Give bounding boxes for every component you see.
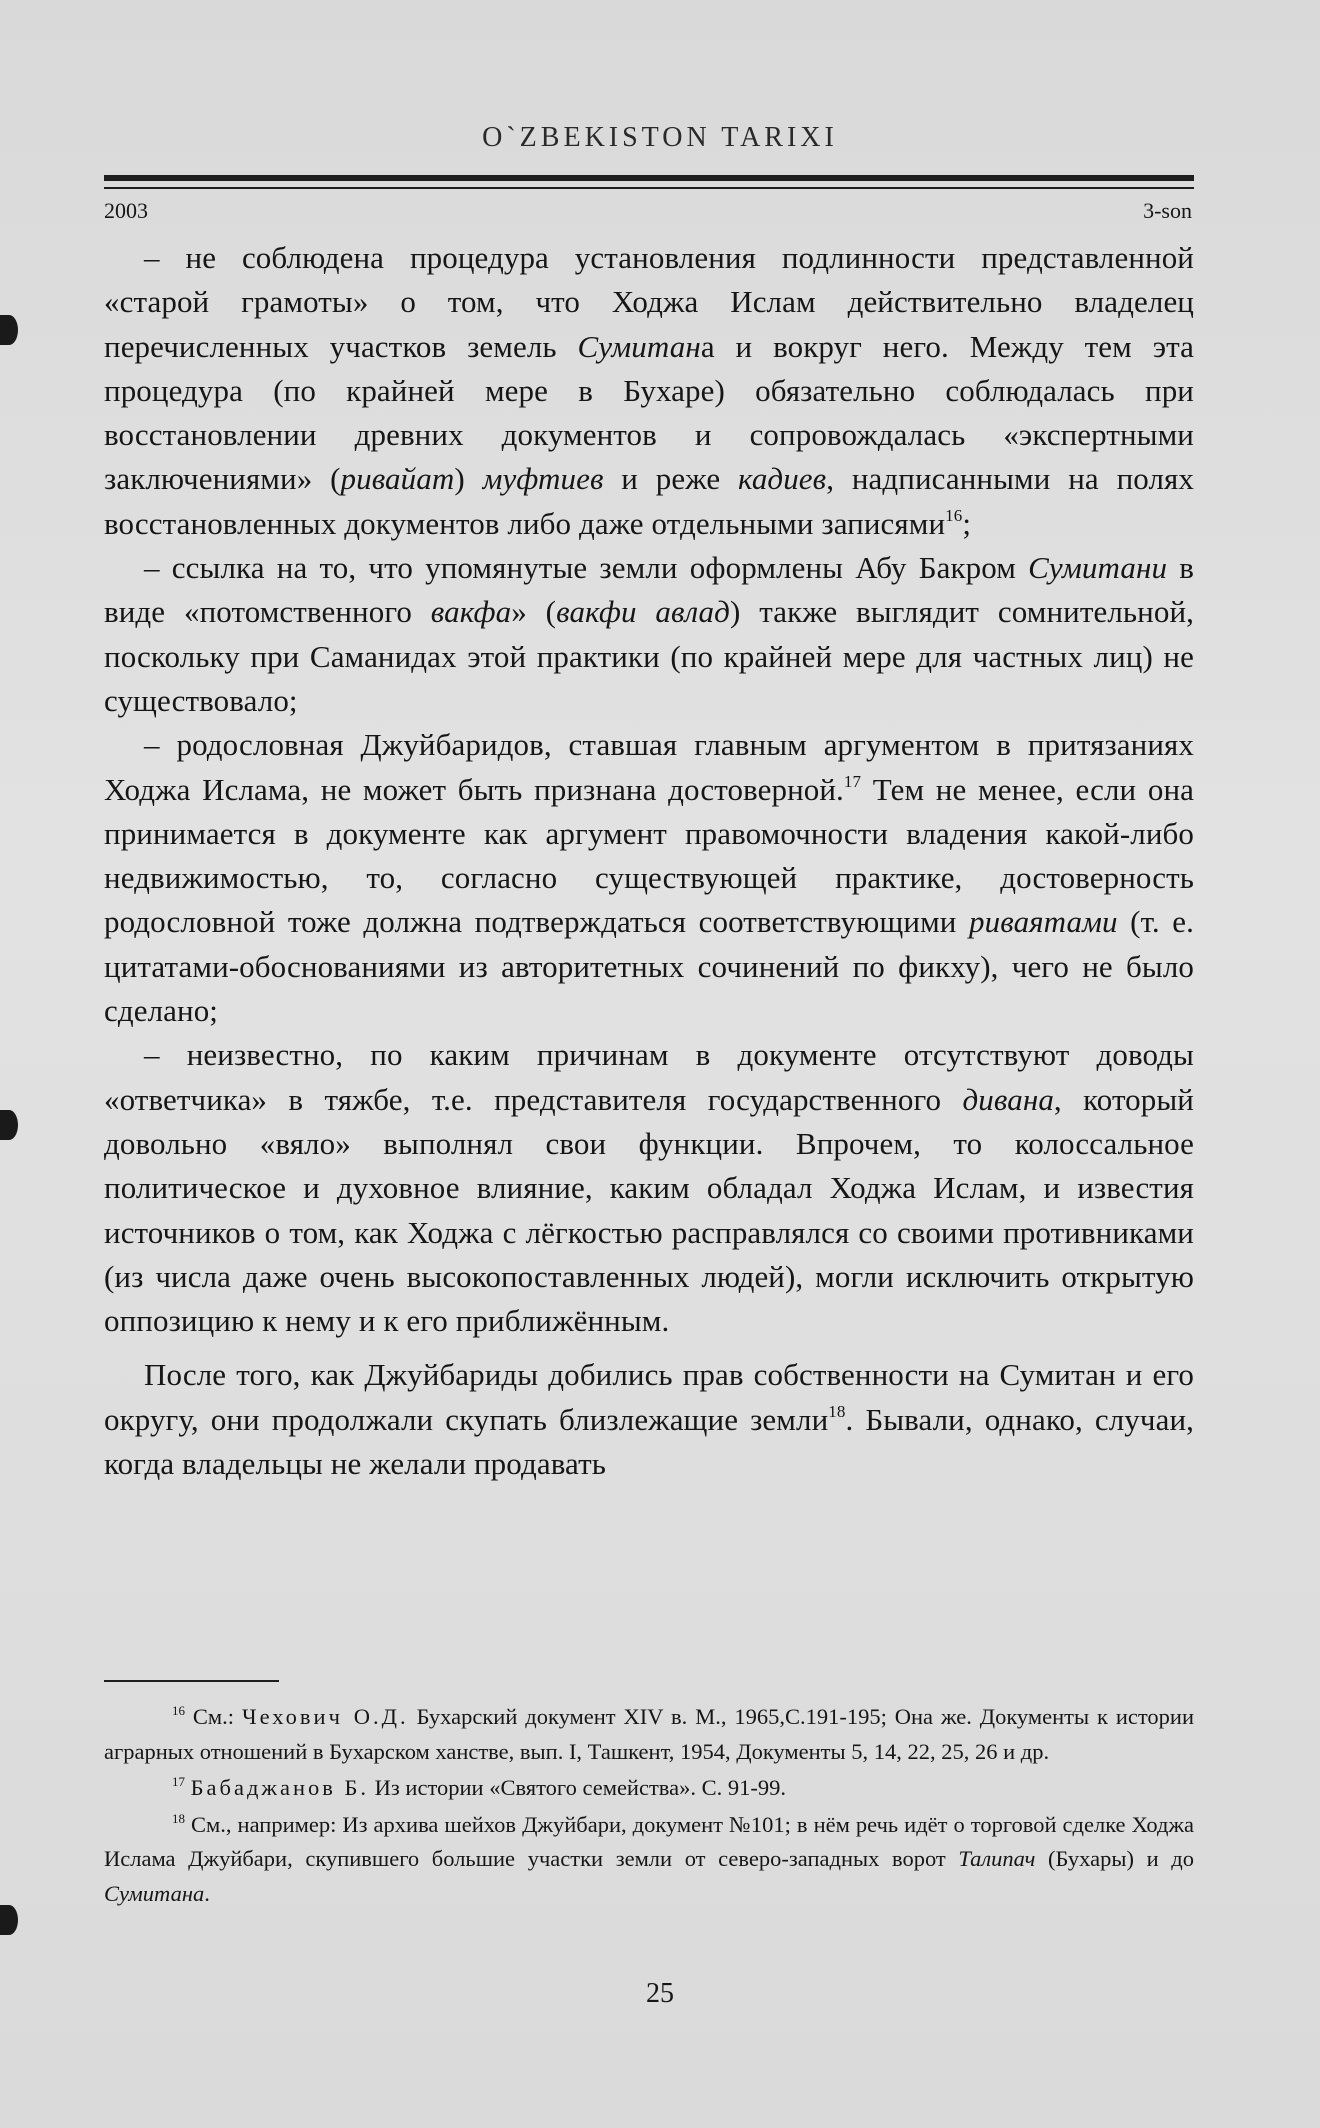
page-number: 25	[646, 1978, 674, 2009]
footnote-18: $^{18}$ См., например: Из архива шейхов Джуйбари, документ №101; в нём речь идёт о торговой сделке Ходжа Ислама Джуйбари, скупившего большие участки земли от северо-западных ворот Талипач (Бухары) и до Сумитана.	[104, 1810, 1194, 1906]
header-rule-thin	[104, 187, 1194, 189]
paragraph: – неизвестно, по каким причинам в документе отсутствуют доводы «ответчика» в тяжбе, т.е. представителя государственного дивана, который довольно «вяло» выполнял свои функции. Впрочем, то колоссальное политическое и духовное влияние, каким обладал Ходжа Ислам, и известия источников о том, как Ходжа с лёгкостью расправлялся со своими противниками (из числа даже очень высокопоставленных людей), могли исключить открытую оппозицию к нему и к его приближённым.	[104, 1037, 1195, 1339]
article-body	[104, 236, 1194, 1486]
footnote-ref: 18	[828, 1401, 846, 1421]
paragraph: После того, как Джуйбариды добились прав собственности на Сумитан и его округу, они продолжали скупать близлежащие земли$^{18}$. Бывали, однако, случаи, когда владельцы не желали продавать	[104, 1357, 1194, 1482]
issue-number: 3-son	[1143, 198, 1192, 223]
binding-hole	[0, 1905, 18, 1935]
header-rule-thick	[104, 175, 1194, 181]
footnote-ref: 16	[945, 505, 963, 525]
footnote-separator	[104, 1680, 279, 1682]
footnotes	[104, 1700, 1194, 1913]
binding-hole	[0, 315, 18, 345]
paragraph: – родословная Джуйбаридов, ставшая главным аргументом в притязаниях Ходжа Ислама, не может быть признана достоверной.$^{17}$ Тем не менее, если она принимается в документе как аргумент правомочности владения какой-либо недвижимостью, то, согласно существующей практике, достоверность родословной тоже должна подтверждаться соответствующими риваятами (т. е. цитатами-обоснованиями из авторитетных сочинений по фикху), чего не было сделано;	[104, 727, 1195, 1029]
binding-hole	[0, 1110, 18, 1140]
journal-title: O`ZBEKISTON TARIXI	[482, 122, 838, 153]
issue-year: 2003	[104, 198, 148, 223]
footnote-16: $^{16}$ См.: Чехович О.Д. Бухарский документ XIV в. М., 1965,С.191-195; Она же. Документы к истории аграрных отношений в Бухарском ханстве, вып. I, Ташкент, 1954, Документы 5, 14, 22, 25, 26 и др.	[104, 1703, 1194, 1764]
paragraph: – ссылка на то, что упомянутые земли оформлены Абу Бакром Сумитани в виде «потомственного вакфа» (вакфи авлад) также выглядит сомнительной, поскольку при Саманидах этой практики (по крайней мере для частных лиц) не существовало;	[104, 550, 1194, 718]
paragraph: – не соблюдена процедура установления подлинности представленной «старой грамоты» о том, что Ходжа Ислам действительно владелец перечисленных участков земель Сумитана и вокруг него. Между тем эта процедура (по крайней мере в Бухаре) обязательно соблюдалась при восстановлении древних документов и сопровождалась «экспертными заключениями» (ривайат) муфтиев и реже кадиев, надписанными на полях восстановленных документов либо даже отдельными записями$^{16}$;	[104, 240, 1194, 541]
footnote-17: $^{17}$ Бабаджанов Б. Из истории «Святого семейства». С. 91-99.	[172, 1774, 786, 1800]
footnote-ref: 17	[843, 771, 862, 791]
